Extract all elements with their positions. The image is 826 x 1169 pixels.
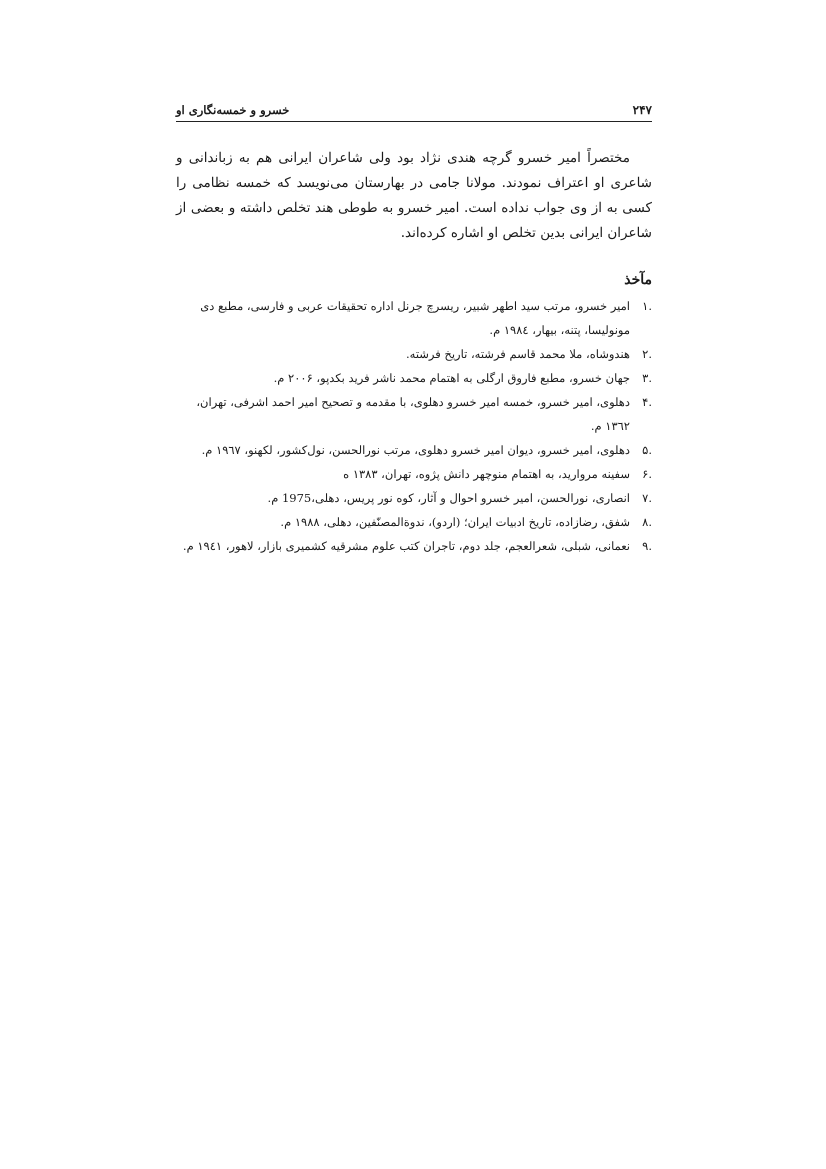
reference-item — [176, 510, 652, 534]
reference-text: نعمانی، شبلی، شعرالعجم، جلد دوم، تاجران کتب علوم مشرقیه کشمیری بازار، لاهور، ۱۹٤۱ م. — [182, 539, 630, 553]
reference-item — [176, 534, 652, 558]
reference-text: شفق، رضازاده، تاریخ ادبیات ایران؛ (اردو)، ندوةالمصنّفین، دهلی، ۱۹۸۸ م. — [280, 515, 630, 529]
reference-number: .۸ — [642, 515, 652, 529]
reference-number: .۶ — [642, 467, 652, 481]
reference-text: دهلوی، امیر خسرو، خمسه امیر خسرو دهلوی، با مقدمه و تصحیح امیر احمد اشرفی، تهران، ۱۳٦۲ م. — [196, 395, 630, 433]
reference-text: امیر خسرو، مرتب سید اطهر شبیر، ریسرچ جرنل اداره تحقیقات عربی و فارسی، مطبع دی مونولیسا، پتنه، بیهار، ۱۹۸٤ م. — [200, 299, 630, 337]
reference-number: .۷ — [642, 491, 652, 505]
reference-number: .۵ — [642, 443, 652, 457]
reference-text: دهلوی، امیر خسرو، دیوان امیر خسرو دهلوی، مرتب نورالحسن، نول‌کشور، لکهنو، ۱۹٦۷ م. — [201, 443, 630, 457]
body-paragraph: مختصراً امیر خسرو گرچه هندی نژاد بود ولی شاعران ایرانی هم به زباندانی و شاعری او اعتراف نمودند. مولانا جامی در بهارستان می‌نویسد که خمسه نظامی را کسی به از وی جواب نداده است. امیر خسرو به طوطی هند تخلص داشته و بعضی از شاعران ایرانی بدین تخلص او اشاره کرده‌اند. — [176, 150, 652, 241]
reference-number: .۱ — [642, 299, 652, 313]
reference-item — [176, 486, 652, 510]
references-list — [176, 294, 652, 558]
reference-text: هندوشاه، ملا محمد قاسم فرشته، تاریخ فرشته. — [406, 347, 630, 361]
reference-text: انصاری، نورالحسن، امیر خسرو احوال و آثار، کوه نور پریس، دهلی،1975 م. — [267, 491, 630, 505]
reference-item — [176, 342, 652, 366]
reference-item — [176, 366, 652, 390]
reference-text: جهان خسرو، مطبع فاروق ارگلی به اهتمام محمد ناشر فرید بکدپو، ۲۰۰۶ م. — [273, 371, 630, 385]
book-page — [176, 96, 652, 558]
reference-number: .۹ — [642, 539, 652, 553]
reference-item — [176, 438, 652, 462]
reference-text: سفینه مروارید، به اهتمام منوچهر دانش پژوه، تهران، ۱۳۸۳ ه — [343, 467, 630, 481]
chapter-title: خسرو و خمسه‌نگاری او — [176, 103, 290, 117]
page-number: ۲۴۷ — [632, 103, 652, 117]
reference-number: .۲ — [642, 347, 652, 361]
reference-number: .۳ — [642, 371, 652, 385]
reference-item — [176, 294, 652, 342]
reference-item — [176, 390, 652, 438]
reference-item — [176, 462, 652, 486]
reference-number: .۴ — [642, 395, 652, 409]
running-header — [176, 96, 652, 122]
references-title: مآخذ — [624, 272, 652, 288]
